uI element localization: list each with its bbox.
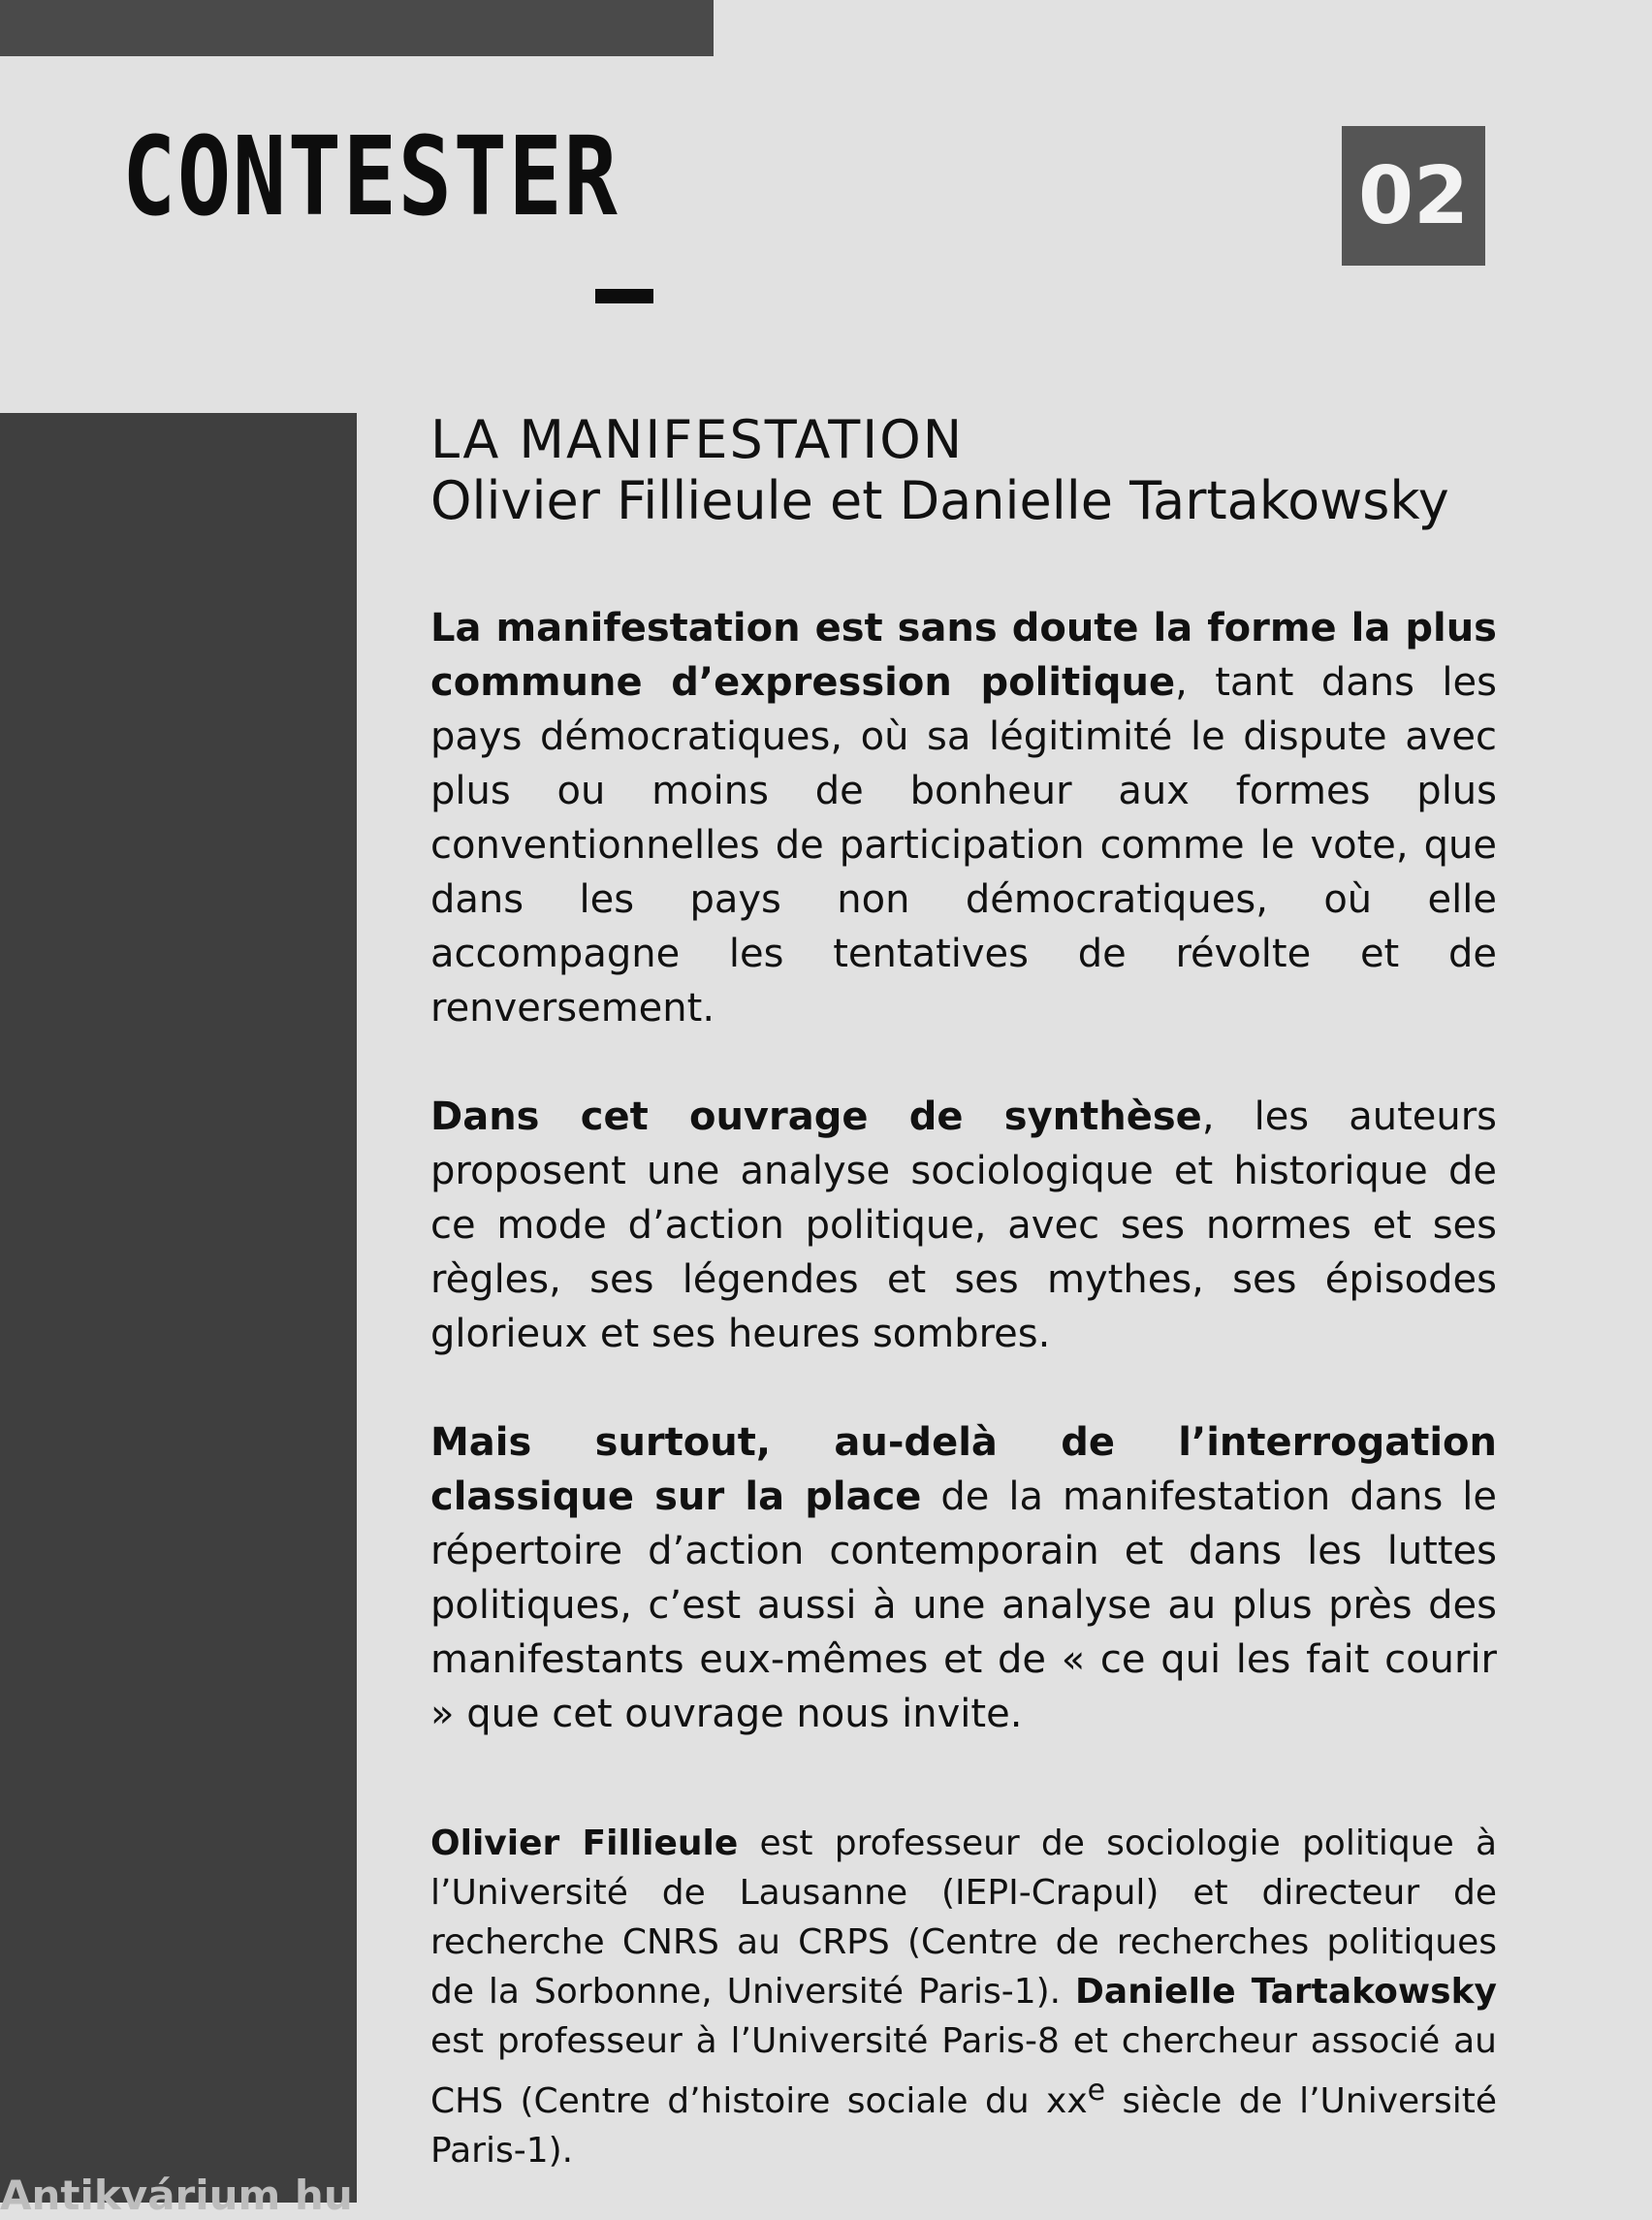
author1-name: Olivier Fillieule bbox=[430, 1824, 739, 1863]
side-band bbox=[0, 413, 357, 2203]
paragraph-intro-lead: La manifestation est sans doute la forme la plus commune d’expression politique bbox=[430, 606, 1497, 705]
title-underline-mark bbox=[595, 289, 653, 303]
century-superscript: e bbox=[1087, 2074, 1106, 2108]
paragraph-focus-body: de la manifestation dans le répertoire d’action contemporain et dans les luttes politiques, c’est aussi à une analyse au plus près des manifestants eux-mêmes et de « ce qui les fait courir » que cet ouvrage nous invite. bbox=[430, 1475, 1497, 1736]
paragraph-intro-body: , tant dans les pays démocratiques, où sa légitimité le dispute avec plus ou moins de bonheur aux formes plus conventionnelles de participation comme le vote, que dans les pays non démocratiques, où elle accompagne les tentatives de révolte et de renversement. bbox=[430, 660, 1497, 1031]
book-authors: Olivier Fillieule et Danielle Tartakowsky bbox=[430, 470, 1449, 531]
number-badge bbox=[1342, 126, 1485, 266]
author2-bio-tail: siècle de l’Université Paris-1). bbox=[430, 2081, 1497, 2171]
paragraph-synthesis-body: , les auteurs proposent une analyse sociologique et historique de ce mode d’action politique, avec ses normes et ses règles, ses légendes et ses mythes, ses épisodes glorieux et ses heures sombres. bbox=[430, 1094, 1497, 1356]
paragraph-synthesis-lead: Dans cet ouvrage de synthèse bbox=[430, 1094, 1202, 1139]
number-badge-label: 02 bbox=[1357, 149, 1470, 242]
century-label: xx bbox=[1046, 2081, 1088, 2121]
top-bar bbox=[0, 0, 714, 56]
paragraph-focus bbox=[430, 1415, 1497, 1741]
author2-bio: est professeur à l’Université Paris-8 et chercheur associé au CHS (Centre d’histoire sociale du bbox=[430, 2021, 1497, 2121]
main-content bbox=[430, 411, 1497, 2210]
paragraph-intro bbox=[430, 601, 1497, 1035]
paragraph-focus-lead: Mais surtout, au-delà de l’interrogation classique sur la place bbox=[430, 1420, 1497, 1519]
book-title: LA MANIFESTATION bbox=[430, 409, 965, 470]
watermark-text: Antikvárium hu bbox=[0, 2172, 353, 2219]
author1-bio: est professeur de sociologie politique à l’Université de Lausanne (IEPI-Crapul) et directeur de recherche CNRS au CRPS (Centre de recherches politiques de la Sorbonne, Université Paris-1). bbox=[430, 1824, 1498, 2012]
series-title: CONTESTER bbox=[122, 114, 620, 240]
author-bios bbox=[430, 1819, 1497, 2175]
author2-name: Danielle Tartakowsky bbox=[1075, 1972, 1497, 2012]
paragraph-synthesis bbox=[430, 1090, 1497, 1361]
